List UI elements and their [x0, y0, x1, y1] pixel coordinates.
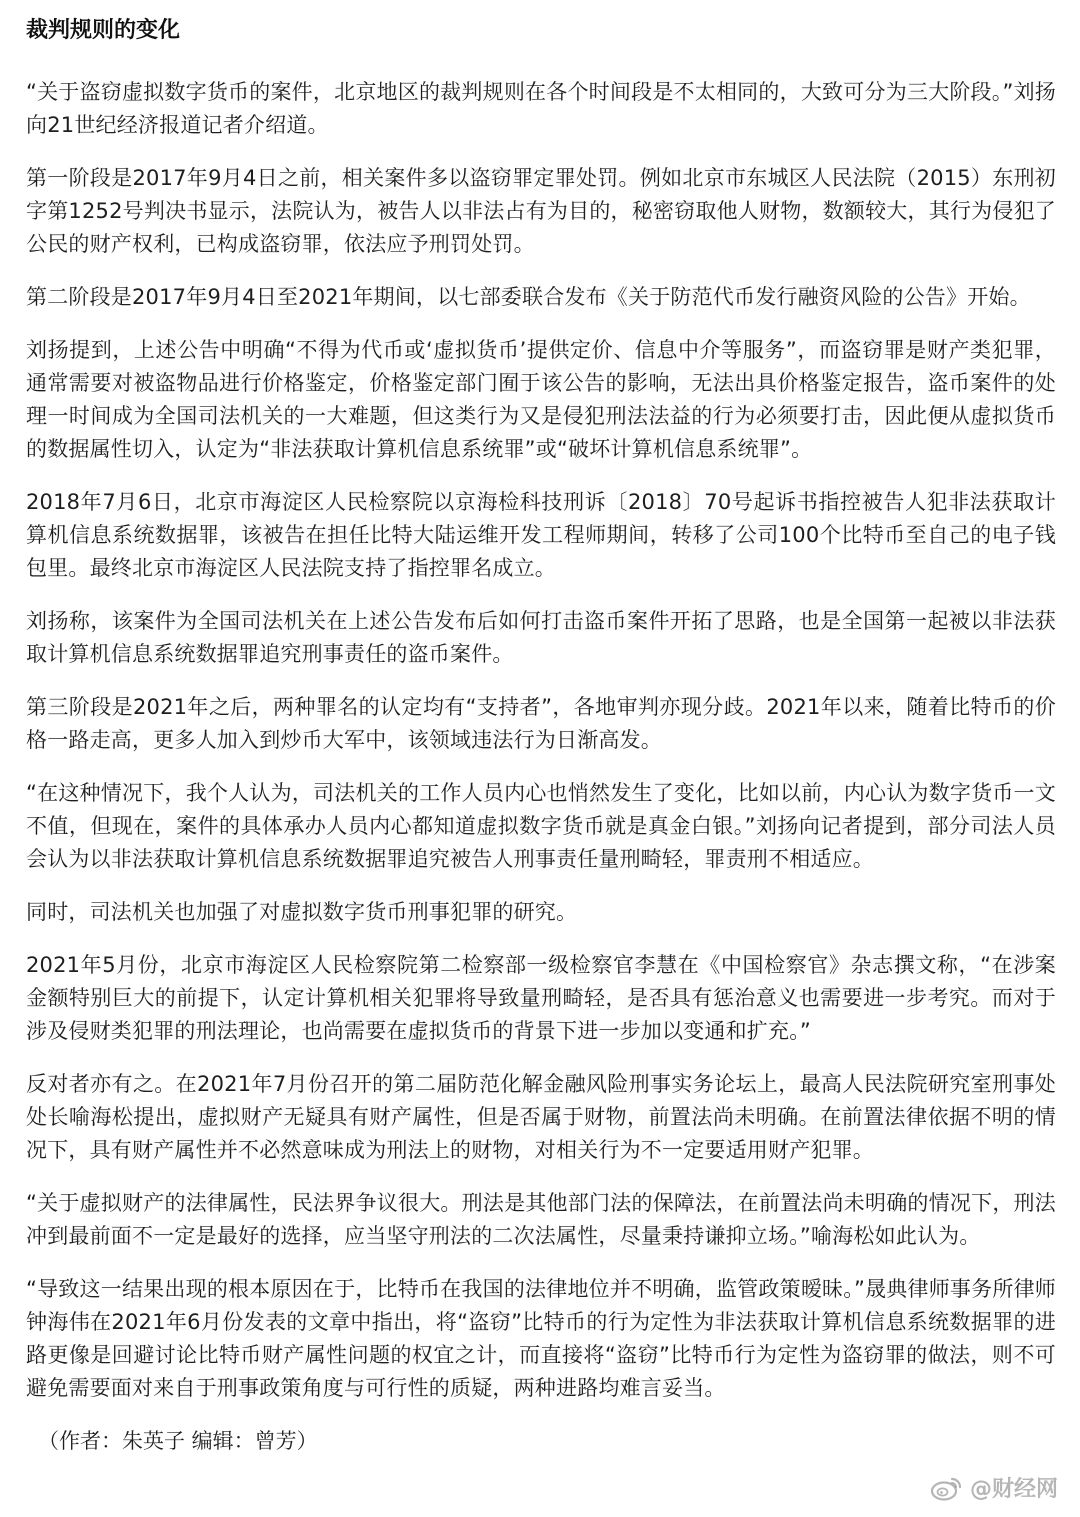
paragraph: 第三阶段是2021年之后，两种罪名的认定均有“支持者”，各地审判亦现分歧。2021年以来，随着比特币的价格一路走高，更多人加入到炒币大军中，该领域违法行为日渐高发。 — [26, 695, 1056, 752]
paragraph: 同时，司法机关也加强了对虚拟数字货币刑事犯罪的研究。 — [26, 900, 578, 924]
weibo-logo-icon — [930, 1474, 964, 1502]
paragraph: 刘扬提到，上述公告中明确“不得为代币或‘虚拟货币’提供定价、信息中介等服务”，而盗窃罪是财产类犯罪，通常需要对被盗物品进行价格鉴定，价格鉴定部门囿于该公告的影响，无法出具价格鉴定报告，盗币案件的处理一时间成为全国司法机关的一大难题，但这类行为又是侵犯刑法法益的行为必须要打击，因此便从虚拟货币的数据属性切入，认定为“非法获取计算机信息系统罪”或“破坏计算机信息系统罪”。 — [26, 338, 1056, 461]
article — [26, 14, 1056, 1458]
byline: （作者：朱英子 编辑：曾芳） — [38, 1429, 318, 1453]
paragraph: 刘扬称，该案件为全国司法机关在上述公告发布后如何打击盗币案件开拓了思路，也是全国第一起被以非法获取计算机信息系统数据罪追究刑事责任的盗币案件。 — [26, 609, 1056, 666]
paragraph: “关于虚拟财产的法律属性，民法界争议很大。刑法是其他部门法的保障法，在前置法尚未明确的情况下，刑法冲到最前面不一定是最好的选择，应当坚守刑法的二次法属性，尽量秉持谦抑立场。”喻海松如此认为。 — [26, 1191, 1056, 1248]
paragraph: 第二阶段是2017年9月4日至2021年期间，以七部委联合发布《关于防范代币发行融资风险的公告》开始。 — [26, 285, 1031, 309]
paragraph: 2021年5月份，北京市海淀区人民检察院第二检察部一级检察官李慧在《中国检察官》杂志撰文称，“在涉案金额特别巨大的前提下，认定计算机相关犯罪将导致量刑畸轻，是否具有惩治意义也需要进一步考究。而对于涉及侵财类犯罪的刑法理论，也尚需要在虚拟货币的背景下进一步加以变通和扩充。” — [26, 953, 1056, 1043]
watermark-text: @财经网 — [969, 1477, 1058, 1502]
paragraph: 第一阶段是2017年9月4日之前，相关案件多以盗窃罪定罪处罚。例如北京市东城区人民法院（2015）东刑初字第1252号判决书显示，法院认为，被告人以非法占有为目的，秘密窃取他人财物，数额较大，其行为侵犯了公民的财产权利，已构成盗窃罪，依法应予刑罚处罚。 — [26, 166, 1056, 256]
article-title: 裁判规则的变化 — [26, 18, 181, 43]
paragraph: “关于盗窃虚拟数字货币的案件，北京地区的裁判规则在各个时间段是不太相同的，大致可分为三大阶段。”刘扬向21世纪经济报道记者介绍道。 — [26, 80, 1056, 137]
weibo-watermark — [930, 1472, 1058, 1503]
paragraph: “在这种情况下，我个人认为，司法机关的工作人员内心也悄然发生了变化，比如以前，内心认为数字货币一文不值，但现在，案件的具体承办人员内心都知道虚拟数字货币就是真金白银。”刘扬向记者提到，部分司法人员会认为以非法获取计算机信息系统数据罪追究被告人刑事责任量刑畸轻，罪责刑不相适应。 — [26, 781, 1056, 871]
paragraph: 反对者亦有之。在2021年7月份召开的第二届防范化解金融风险刑事实务论坛上，最高人民法院研究室刑事处处长喻海松提出，虚拟财产无疑具有财产属性，但是否属于财物，前置法尚未明确。在前置法律依据不明的情况下，具有财产属性并不必然意味成为刑法上的财物，对相关行为不一定要适用财产犯罪。 — [26, 1072, 1056, 1162]
paragraph: 2018年7月6日，北京市海淀区人民检察院以京海检科技刑诉〔2018〕70号起诉书指控被告人犯非法获取计算机信息系统数据罪，该被告在担任比特大陆运维开发工程师期间，转移了公司100个比特币至自己的电子钱包里。最终北京市海淀区人民法院支持了指控罪名成立。 — [26, 490, 1056, 580]
paragraph: “导致这一结果出现的根本原因在于，比特币在我国的法律地位并不明确，监管政策暧昧。”晟典律师事务所律师钟海伟在2021年6月份发表的文章中指出，将“盗窃”比特币的行为定性为非法获取计算机信息系统数据罪的进路更像是回避讨论比特币财产属性问题的权宜之计，而直接将“盗窃”比特币行为定性为盗窃罪的做法，则不可避免需要面对来自于刑事政策角度与可行性的质疑，两种进路均难言妥当。 — [26, 1277, 1056, 1400]
